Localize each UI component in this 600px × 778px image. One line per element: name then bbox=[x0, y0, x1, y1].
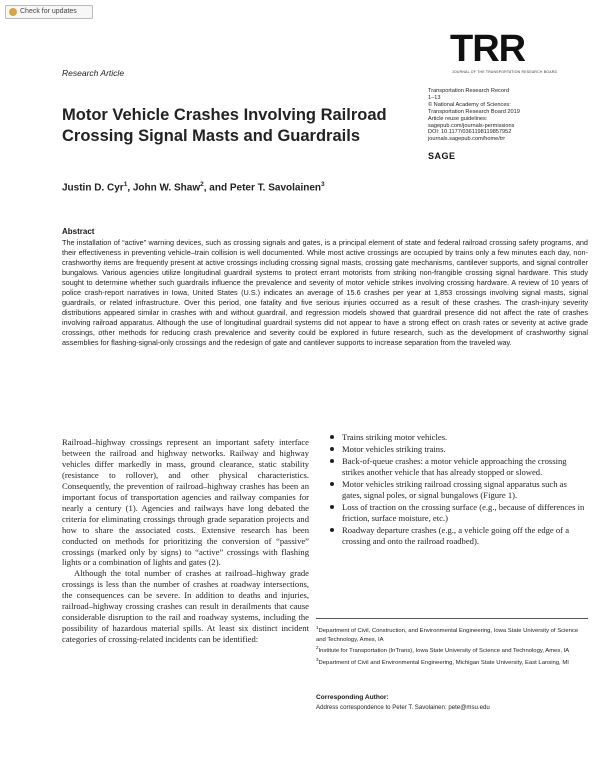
article-title: Motor Vehicle Crashes Involving Railroad Crossing Signal Masts and Guardrails bbox=[62, 106, 387, 145]
author-name: Justin D. Cyr bbox=[62, 182, 124, 194]
bullet-icon bbox=[330, 447, 334, 451]
list-item bbox=[328, 432, 588, 443]
abstract-heading: Abstract bbox=[62, 227, 95, 236]
meta-link[interactable]: sagepub.com/journals-permissions bbox=[428, 122, 515, 129]
affiliation-item bbox=[316, 624, 588, 644]
affiliation-text: Department of Civil and Environmental Engineering, Michigan State University, East Lansing, MI bbox=[318, 659, 569, 666]
bullet-icon bbox=[330, 482, 334, 486]
check-for-updates-badge[interactable] bbox=[5, 5, 93, 19]
affiliation-sup: 3 bbox=[316, 656, 319, 662]
affiliation-sup: 1 bbox=[316, 625, 319, 630]
footnote-divider bbox=[316, 618, 588, 619]
incident-category-list bbox=[328, 432, 588, 548]
bullet-icon bbox=[330, 459, 334, 463]
bullet-icon bbox=[330, 435, 334, 439]
check-badge-label: Check for updates bbox=[20, 8, 77, 15]
affiliation-sup: 2 bbox=[316, 645, 319, 651]
meta-line: 1–13 bbox=[428, 94, 441, 101]
list-item bbox=[328, 502, 588, 524]
corresponding-author-text[interactable]: Address correspondence to Peter T. Savolainen: pete@msu.edu bbox=[316, 704, 490, 711]
affiliations bbox=[316, 624, 588, 667]
affiliation-text: Department of Civil, Construction, and Environmental Engineering, Iowa State University of Science and Technology, Ames, IA bbox=[316, 627, 579, 643]
list-item-text: Motor vehicles striking trains. bbox=[342, 443, 446, 454]
affiliation-text: Institute for Transportation (InTrans), Iowa State University of Science and Technology, Ames, IA bbox=[318, 648, 570, 655]
author-name: John W. Shaw bbox=[132, 182, 201, 194]
journal-meta bbox=[428, 88, 588, 143]
journal-logo: TRR bbox=[450, 28, 526, 70]
meta-line: Transportation Research Record bbox=[428, 88, 509, 94]
meta-line: © National Academy of Sciences: bbox=[428, 101, 511, 108]
list-item bbox=[328, 479, 588, 501]
abstract-text: The installation of “active” warning devices, such as crossing signals and gates, is a principal element of state and federal railroad crossing safety programs, and their effectiveness in preventing vehicle–train collision is well documented. While most active crossings are occupied by trains only a few minutes each day, non-crashworthy items are frequently present at active crossings including crossing signal masts, crossing gate mechanisms, cantilever supports, and signal controller bungalows. Various agencies utilize longitudinal guardrail systems to protect errant motorists from striking non-frangible crossing signal hardware. This study sought to determine whether such guardrails influence the prevalence and severity of motor vehicle strikes involving crossing hardware. A review of 10 years of police crash-report narratives in Iowa, United States (U.S.) indicates an average of 15.6 crashes per year at 1,853 crossings involving signal masts, signal guardrails, or related infrastructure. Over this period, one fatality and five serious injuries occurred as a result of these crashes. The crash-injury severity distributions appeared similar in crashes with and without guardrail, and regression models showed that guardrail presence did not affect the rate of crashes involving railroad apparatus. Although the use of longitudinal guardrail systems did not appear to have a strong effect on crash rates or severity at active grade crossings, other methods for reducing crash prevalence and severity could be explored in future research, such as the development of crashworthy signal assemblies for flashing-signal-only crossings and the redesign of gate and cantilever supports to increase separation from the traveled way. bbox=[62, 238, 588, 348]
author-sep: , bbox=[127, 182, 133, 194]
body-paragraph: Although the total number of crashes at railroad–highway grade crossings is less than the number of crashes at roadway intersections, the consequences can be severe. In addition to deaths and injuries, railroad–highway crossing crashes can result in derailments that cause considerable disruption to the rail and roadway systems, including the possibility of hazardous material spills. At least six distinct incident categories of crossing-related incidents can be identified: bbox=[62, 568, 309, 645]
bullet-icon bbox=[330, 505, 334, 509]
author-sup: 2 bbox=[200, 181, 204, 188]
list-item bbox=[328, 525, 588, 547]
affiliation-item bbox=[316, 656, 588, 668]
meta-doi[interactable]: DOI: 10.1177/0361198119857952 bbox=[428, 129, 512, 136]
meta-line: Transportation Research Board 2019 bbox=[428, 108, 520, 115]
corresponding-author-heading: Corresponding Author: bbox=[316, 694, 389, 701]
author-sep: , and bbox=[203, 182, 230, 194]
list-item-text: Loss of traction on the crossing surface (e.g., because of differences in friction, surface moisture, etc.) bbox=[342, 501, 585, 523]
sage-logo bbox=[428, 151, 456, 161]
article-type: Research Article bbox=[62, 68, 125, 78]
journal-logo-subtitle: JOURNAL OF THE TRANSPORTATION RESEARCH BOARD bbox=[452, 70, 558, 74]
author-sup: 3 bbox=[321, 181, 325, 188]
author-name: Peter T. Savolainen bbox=[229, 182, 322, 194]
body-paragraph: Railroad–highway crossings represent an important safety interface between the railroad and highway networks. Railway and highway vehicles differ markedly in mass, ground clearance, static stability (resistance to rollover), and other physical characteristics. Consequently, the prevention of railroad–highway crashes has been an important focus of transportation agencies and railway companies for nearly a century (1). Agencies and railways have long debated the criteria for eliminating crossings through grade separation projects and how to share the associated costs. Extensive research has been conducted on methods for prioritizing the conversion of “passive” crossings (marked only by signs) to “active” crossings with flashing lights or a combination of lights and gates (2). bbox=[62, 437, 309, 568]
list-item bbox=[328, 444, 588, 455]
body-column-left bbox=[62, 437, 309, 645]
meta-link[interactable]: journals.sagepub.com/home/trr bbox=[428, 136, 506, 143]
meta-line: Article reuse guidelines: bbox=[428, 115, 488, 122]
author-sup: 1 bbox=[123, 181, 128, 188]
sage-logo-text: SAGE bbox=[428, 151, 456, 161]
update-icon bbox=[9, 8, 17, 16]
affiliation-item bbox=[316, 644, 588, 656]
list-item-text: Motor vehicles striking railroad crossing signal apparatus such as gates, signal poles, or signal bungalows (Figure 1). bbox=[342, 478, 567, 500]
list-item-text: Trains striking motor vehicles. bbox=[342, 432, 448, 442]
list-item-text: Roadway departure crashes (e.g., a vehicle going off the edge of a crossing and onto the railroad roadbed). bbox=[342, 524, 570, 546]
author-list bbox=[62, 181, 462, 193]
list-item-text: Back-of-queue crashes: a motor vehicle approaching the crossing strikes another vehicle that has already stopped or slowed. bbox=[342, 455, 567, 477]
bullet-icon bbox=[330, 528, 334, 532]
list-item bbox=[328, 456, 588, 478]
